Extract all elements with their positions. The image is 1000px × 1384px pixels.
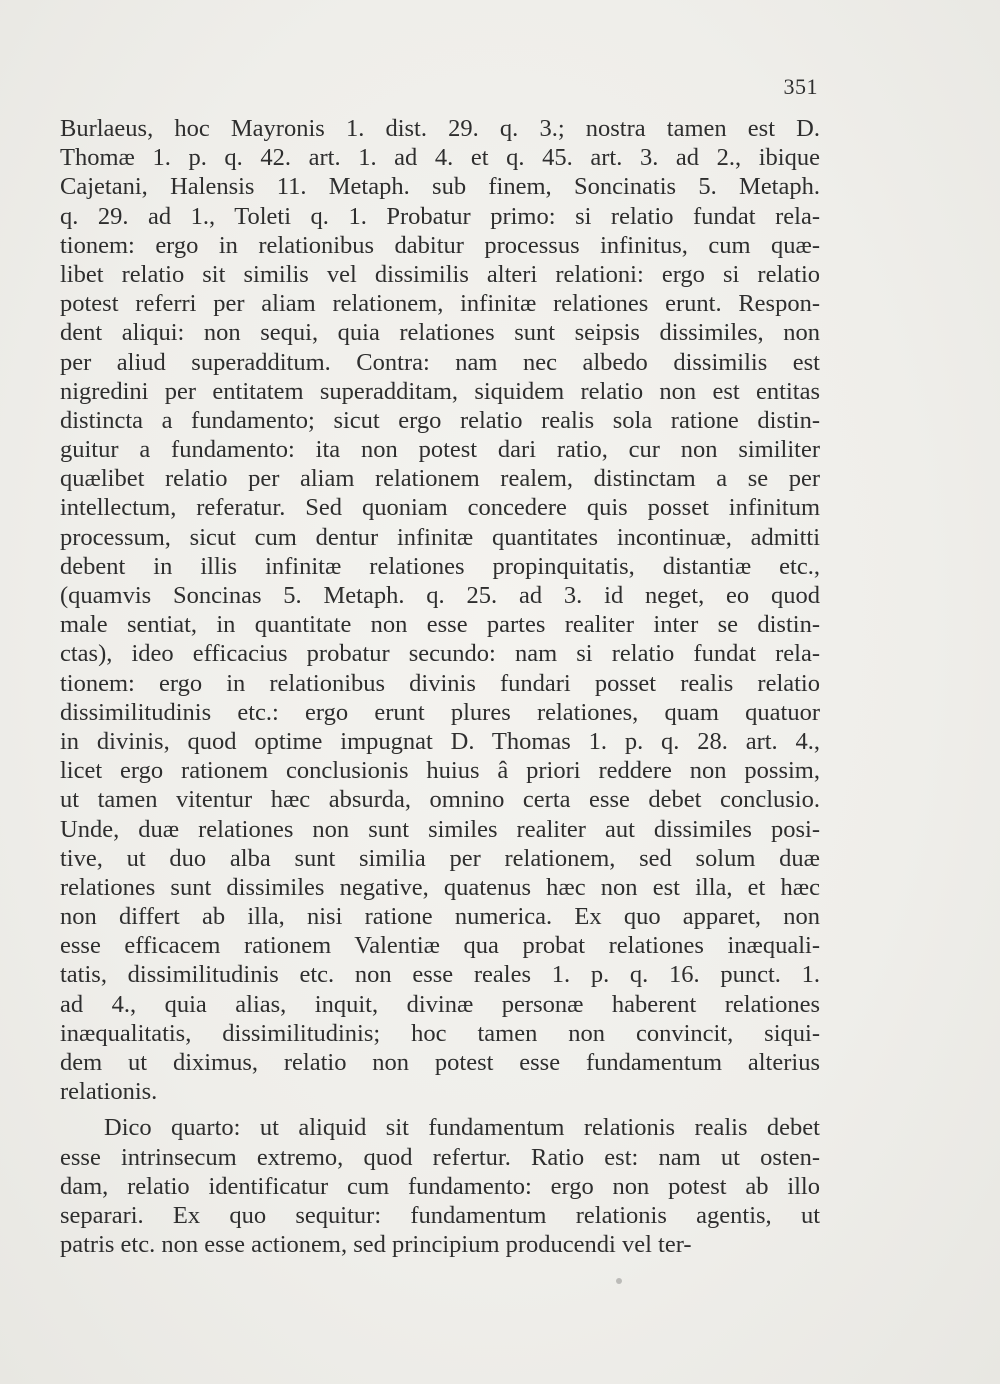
text-line: male sentiat, in quantitate non esse partes realiter inter se distin- [60,611,820,639]
text-line: esse efficacem rationem Valentiæ qua probat relationes inæquali- [60,932,820,960]
text-line: q. 29. ad 1., Toleti q. 1. Probatur primo: si relatio fundat rela- [60,202,820,230]
text-line: debent in illis infinitæ relationes propinquitatis, distantiæ etc., [60,552,820,580]
text-line: per aliud superadditum. Contra: nam nec albedo dissimilis est [60,348,820,376]
text-line: Unde, duæ relationes non sunt similes realiter aut dissimiles posi- [60,815,820,843]
text-line: ut tamen vitentur hæc absurda, omnino certa esse debet conclusio. [60,786,820,814]
text-line: tive, ut duo alba sunt similia per relationem, sed solum duæ [60,844,820,872]
text-line: guitur a fundamento: ita non potest dari ratio, cur non similiter [60,436,820,464]
text-line: intellectum, referatur. Sed quoniam concedere quis posset infinitum [60,494,820,522]
paragraph [60,1113,820,1259]
text-line: processum, sicut cum dentur infinitæ quantitates incontinuæ, admitti [60,523,820,551]
text-line: relationis. [60,1078,158,1106]
text-line: tionem: ergo in relationibus divinis fundari posset realis relatio [60,669,820,697]
text-line: non differt ab illa, nisi ratione numerica. Ex quo apparet, non [60,903,820,931]
text-line: tatis, dissimilitudinis etc. non esse reales 1. p. q. 16. punct. 1. [60,961,820,989]
paragraph [60,114,820,1106]
text-line: Thomæ 1. p. q. 42. art. 1. ad 4. et q. 45. art. 3. ad 2., ibique [60,144,820,172]
text-line: inæqualitatis, dissimilitudinis; hoc tamen non convincit, siqui- [60,1019,820,1047]
text-line: licet ergo rationem conclusionis huius â priori reddere non possim, [60,757,820,785]
text-line: (quamvis Soncinas 5. Metaph. q. 25. ad 3. id neget, eo quod [60,582,820,609]
body-text [60,114,820,1259]
text-line: relationes sunt dissimiles negative, quatenus hæc non est illa, et hæc [60,873,820,901]
text-line: in divinis, quod optime impugnat D. Thomas 1. p. q. 28. art. 4., [60,727,820,755]
text-line: libet relatio sit similis vel dissimilis alteri relationi: ergo si relatio [60,260,820,288]
text-line: ad 4., quia alias, inquit, divinæ personæ haberent relationes [60,990,820,1018]
text-line: dent aliqui: non sequi, quia relationes sunt seipsis dissimiles, non [60,319,820,347]
text-line: quælibet relatio per aliam relationem realem, distinctam a se per [60,465,820,493]
text-line: dissimilitudinis etc.: ergo erunt plures relationes, quam quatuor [60,698,820,726]
paper-speck [616,1278,622,1284]
text-line: dam, relatio identificatur cum fundamento: ergo non potest ab illo [60,1172,820,1200]
text-line: esse intrinsecum extremo, quod refertur. Ratio est: nam ut osten- [60,1143,820,1171]
text-line: Cajetani, Halensis 11. Metaph. sub finem, Soncinatis 5. Metaph. [60,173,820,201]
text-line: ctas), ideo efficacius probatur secundo: nam si relatio fundat rela- [60,640,820,668]
text-line: tionem: ergo in relationibus dabitur processus infinitus, cum quæ- [60,231,820,259]
text-line: patris etc. non esse actionem, sed principium producendi vel ter- [60,1231,692,1259]
text-line: Dico quarto: ut aliquid sit fundamentum relationis realis debet [104,1114,820,1142]
page-number: 351 [783,74,818,99]
text-line: separari. Ex quo sequitur: fundamentum relationis agentis, ut [60,1201,820,1229]
text-line: dem ut diximus, relatio non potest esse fundamentum alterius [60,1049,820,1076]
text-line: distincta a fundamento; sicut ergo relatio realis sola ratione distin- [60,406,820,434]
text-line: nigredini per entitatem superadditam, siquidem relatio non est entitas [60,377,820,405]
text-line: potest referri per aliam relationem, infinitæ relationes erunt. Respon- [60,290,820,318]
text-line: Burlaeus, hoc Mayronis 1. dist. 29. q. 3.; nostra tamen est D. [60,115,820,142]
